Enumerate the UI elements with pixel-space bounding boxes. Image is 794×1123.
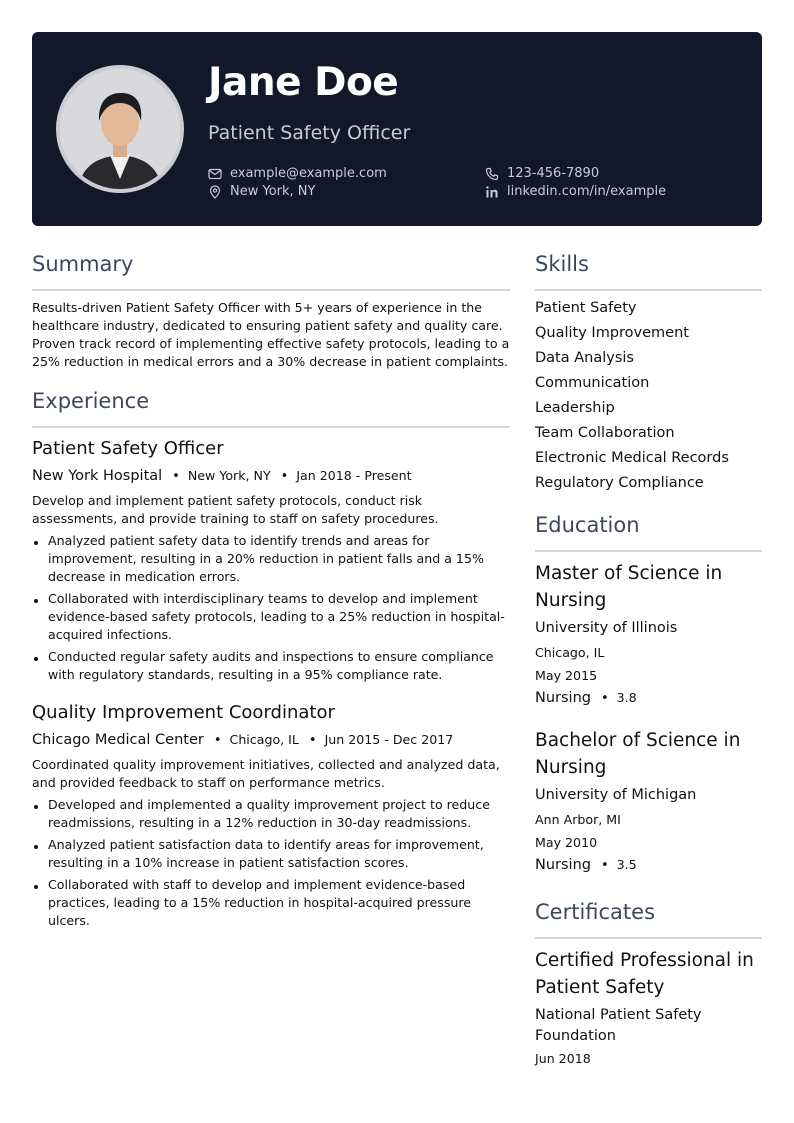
graduation-date: May 2015 [535, 668, 598, 683]
contact-email-text: example@example.com [230, 166, 387, 181]
field-of-study: Nursing [535, 857, 591, 873]
certificate-issuer: National Patient Safety Foundation [535, 1007, 702, 1044]
skill-item: Quality Improvement [535, 325, 689, 341]
separator-dot: • [172, 469, 180, 484]
list-item: Analyzed patient satisfaction data to identify areas for improvement, resulting in a 10% increase in patient satisfaction scores. [32, 836, 512, 872]
school-location: Chicago, IL [535, 645, 605, 660]
experience-heading: Experience [32, 389, 150, 413]
skill-item: Leadership [535, 400, 615, 416]
list-item: Developed and implemented a quality improvement project to reduce readmissions, resulting in a 12% reduction in 30-day readmissions. [32, 796, 512, 832]
map-pin-icon [208, 185, 222, 199]
resume-header [32, 32, 762, 226]
skills-heading: Skills [535, 252, 589, 276]
separator-dot: • [600, 691, 609, 706]
separator-dot: • [213, 733, 222, 748]
skill-item: Patient Safety [535, 300, 637, 316]
phone-icon [485, 167, 499, 181]
candidate-title: Patient Safety Officer [208, 122, 411, 144]
skills-list [535, 296, 729, 496]
list-item: Collaborated with interdisciplinary teams to develop and implement evidence-based safety protocols, leading to a 25% reduction in hospital-acquired infections. [32, 590, 512, 644]
linkedin-icon [485, 185, 499, 199]
summary-heading: Summary [32, 252, 134, 276]
education-divider [535, 550, 762, 552]
field-of-study: Nursing [535, 690, 591, 706]
school-name: University of Illinois [535, 620, 678, 636]
envelope-icon [208, 168, 222, 180]
separator-dot: • [280, 469, 289, 484]
skill-item: Electronic Medical Records [535, 450, 729, 466]
separator-dot: • [308, 733, 317, 748]
avatar [56, 65, 184, 193]
graduation-date: May 2010 [535, 835, 598, 850]
job-company: New York Hospital [32, 468, 163, 484]
job-dates: Jun 2015 - Dec 2017 [324, 732, 454, 747]
summary-text: Results-driven Patient Safety Officer with 5+ years of experience in the healthcare industry, dedicated to ensuring patient safety and quality care. Proven track record of implementing effective safety protocols, leading to a 25% reduction in medical errors and a 30% decrease in patient complaints. [32, 300, 510, 369]
job-dates: Jan 2018 - Present [296, 468, 412, 483]
gpa: 3.8 [616, 690, 637, 705]
candidate-name: Jane Doe [208, 60, 399, 105]
job-bullets [32, 796, 512, 934]
skill-item: Data Analysis [535, 350, 634, 366]
job-bullets [32, 532, 512, 688]
summary-divider [32, 289, 510, 291]
job-description: Coordinated quality improvement initiatives, collected and analyzed data, and provided feedback to staff on performance metrics. [32, 757, 500, 790]
skill-item: Team Collaboration [535, 425, 675, 441]
list-item: Conducted regular safety audits and inspections to ensure compliance with regulatory standards, resulting in a 95% compliance rate. [32, 648, 512, 684]
job-company: Chicago Medical Center [32, 732, 204, 748]
experience-divider [32, 426, 510, 428]
job-meta [32, 468, 412, 484]
job-description: Develop and implement patient safety protocols, conduct risk assessments, and provide training to staff on safety procedures. [32, 493, 439, 526]
contact-email[interactable] [208, 166, 387, 181]
certificate-date: Jun 2018 [535, 1051, 591, 1066]
job-title: Quality Improvement Coordinator [32, 702, 335, 723]
gpa: 3.5 [616, 857, 637, 872]
job-title: Patient Safety Officer [32, 438, 224, 459]
skills-divider [535, 289, 762, 291]
contact-linkedin[interactable] [485, 184, 666, 199]
certificate-name: Certified Professional in Patient Safety [535, 950, 754, 998]
contact-linkedin-text: linkedin.com/in/example [507, 184, 667, 199]
field-and-gpa [535, 690, 762, 706]
degree-title: Master of Science in Nursing [535, 563, 723, 611]
education-heading: Education [535, 513, 640, 537]
contact-phone[interactable] [485, 166, 599, 181]
job-location: New York, NY [187, 468, 271, 483]
degree-title: Bachelor of Science in Nursing [535, 730, 741, 778]
skill-item: Regulatory Compliance [535, 475, 704, 491]
list-item: Analyzed patient safety data to identify trends and areas for improvement, resulting in a 20% reduction in patient falls and a 15% decrease in medication errors. [32, 532, 512, 586]
contact-location [208, 184, 315, 199]
job-meta [32, 732, 453, 748]
certificates-divider [535, 937, 762, 939]
separator-dot: • [600, 858, 609, 873]
school-location: Ann Arbor, MI [535, 812, 621, 827]
list-item: Collaborated with staff to develop and implement evidence-based practices, leading to a 15% reduction in hospital-acquired pressure ulcers. [32, 876, 512, 930]
job-location: Chicago, IL [229, 732, 299, 747]
contact-location-text: New York, NY [230, 184, 316, 199]
contact-phone-text: 123-456-7890 [507, 166, 600, 181]
skill-item: Communication [535, 375, 650, 391]
certificates-heading: Certificates [535, 900, 656, 924]
portrait-photo [60, 69, 180, 189]
field-and-gpa [535, 857, 762, 873]
school-name: University of Michigan [535, 787, 697, 803]
